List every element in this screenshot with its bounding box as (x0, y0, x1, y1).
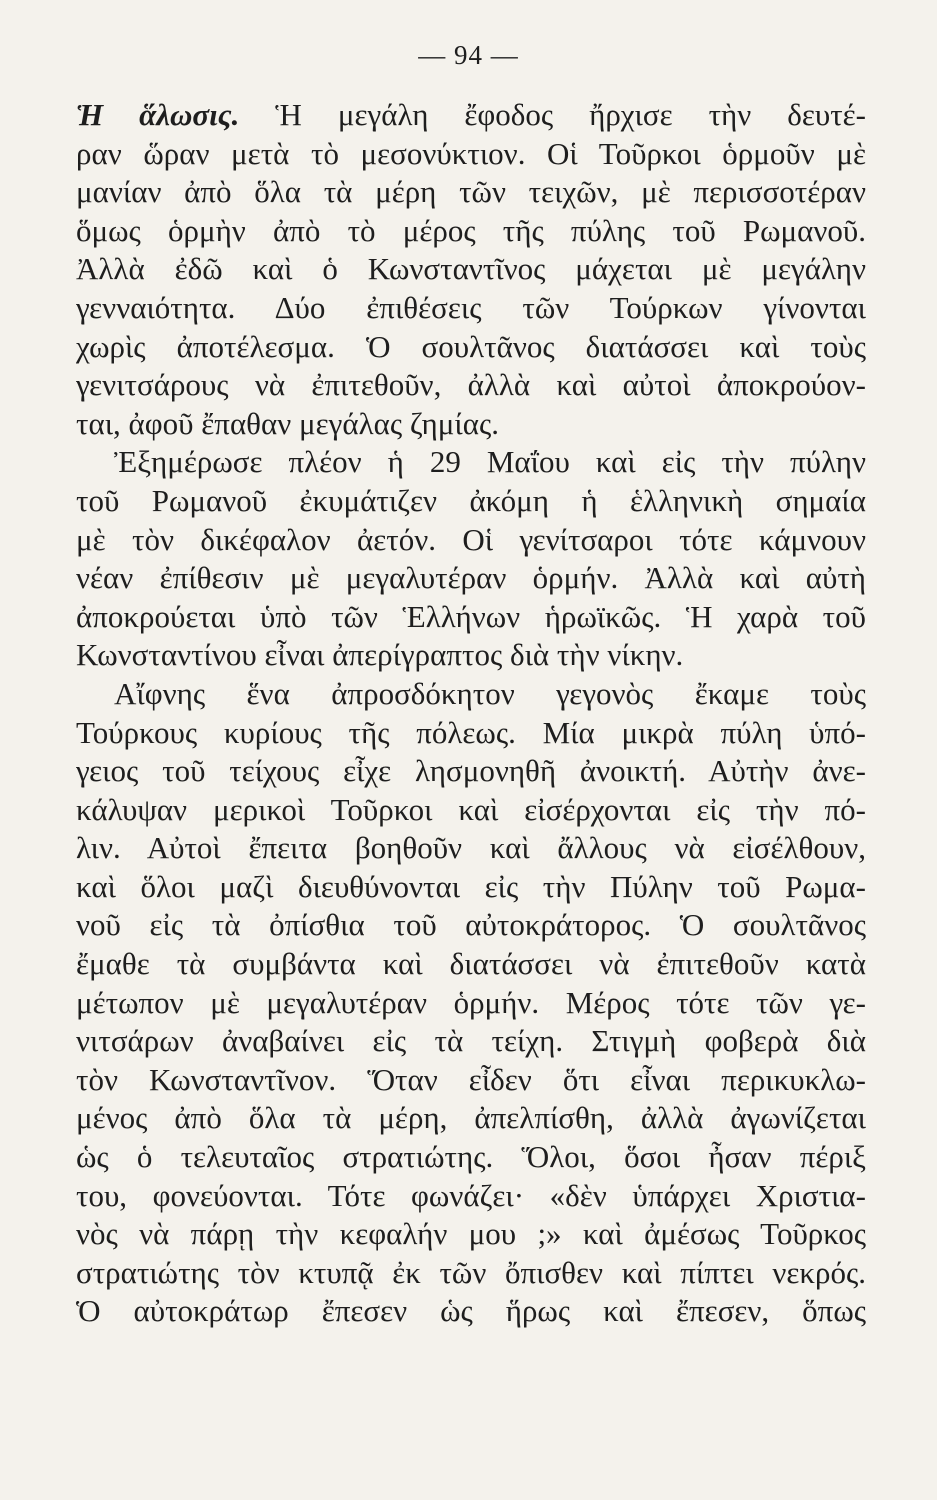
text-line: κάλυψαν μερικοὶ Τοῦρκοι καὶ εἰσέρχονται εἰς τὴν πό- (76, 791, 866, 827)
text-line: του, φονεύονται. Τότε φωνάζει· «δὲν ὑπάρχει Χριστια- (76, 1177, 866, 1213)
text-line: γενναιότητα. Δύο ἐπιθέσεις τῶν Τούρκων γίνονται (76, 289, 866, 325)
text-line: μέτωπον μὲ μεγαλυτέραν ὁρμήν. Μέρος τότε τῶν γε- (76, 984, 866, 1020)
text-line: γενιτσάρους νὰ ἐπιτεθοῦν, ἀλλὰ καὶ αὐτοὶ ἀποκρούον- (76, 367, 866, 403)
text-line: γειος τοῦ τείχους εἶχε λησμονηθῆ ἀνοικτή. Αὐτὴν ἀνε- (76, 753, 866, 789)
body-text (76, 96, 866, 1331)
text-line: στρατιώτης τὸν κτυπᾷ ἐκ τῶν ὄπισθεν καὶ πίπτει νεκρός. (76, 1254, 866, 1290)
text-line: ὅμως ὁρμὴν ἀπὸ τὸ μέρος τῆς πύλης τοῦ Ρωμανοῦ. (76, 212, 866, 248)
text-line: μανίαν ἀπὸ ὅλα τὰ μέρη τῶν τειχῶν, μὲ περισσοτέραν (76, 174, 866, 210)
text-line (76, 96, 866, 135)
text-line: τὸν Κωνσταντῖνον. Ὅταν εἶδεν ὅτι εἶναι περικυκλω- (76, 1061, 866, 1097)
section-heading: Ἡ ἅλωσις. (76, 97, 240, 132)
text-line: μένος ἀπὸ ὅλα τὰ μέρη, ἀπελπίσθη, ἀλλὰ ἀγωνίζεται (76, 1100, 866, 1136)
text-line: καὶ ὅλοι μαζὶ διευθύνονται εἰς τὴν Πύλην τοῦ Ρωμα- (76, 868, 866, 904)
text-line: Αἴφνης ἕνα ἀπροσδόκητον γεγονὸς ἔκαμε τοὺς (114, 675, 866, 711)
text-line: Ἀλλὰ ἐδῶ καὶ ὁ Κωνσταντῖνος μάχεται μὲ μεγάλην (76, 251, 866, 287)
text-line: χωρὶς ἀποτέλεσμα. Ὁ σουλτᾶνος διατάσσει καὶ τοὺς (76, 328, 866, 364)
text-line: τοῦ Ρωμανοῦ ἐκυμάτιζεν ἀκόμη ἡ ἑλληνικὴ σημαία (76, 482, 866, 518)
text-line: ἔμαθε τὰ συμβάντα καὶ διατάσσει νὰ ἐπιτεθοῦν κατὰ (76, 946, 866, 982)
text-line: μὲ τὸν δικέφαλον ἀετόν. Οἱ γενίτσαροι τότε κάμνουν (76, 521, 866, 557)
text-line: ἀποκρούεται ὑπὸ τῶν Ἑλλήνων ἡρωϊκῶς. Ἡ χαρὰ τοῦ (76, 598, 866, 634)
text-line: νοῦ εἰς τὰ ὀπίσθια τοῦ αὐτοκράτορος. Ὁ σουλτᾶνος (76, 907, 866, 943)
text-line: ραν ὥραν μετὰ τὸ μεσονύκτιον. Οἱ Τοῦρκοι ὁρμοῦν μὲ (76, 135, 866, 171)
text-line: λιν. Αὐτοὶ ἔπειτα βοηθοῦν καὶ ἄλλους νὰ εἰσέλθουν, (76, 830, 866, 866)
text-line: Τούρκους κυρίους τῆς πόλεως. Μία μικρὰ πύλη ὑπό- (76, 714, 866, 750)
page-number: — 94 — (418, 40, 519, 70)
text-line: Ὁ αὐτοκράτωρ ἔπεσεν ὡς ἥρως καὶ ἔπεσεν, ὅπως (76, 1293, 866, 1329)
text-line: νὸς νὰ πάρῃ τὴν κεφαλήν μου ;» καὶ ἀμέσως Τοῦρκος (76, 1216, 866, 1252)
text-line: ται, ἀφοῦ ἔπαθαν μεγάλας ζημίας. (76, 405, 499, 441)
text-line-content: Ἡ μεγάλη ἔφοδος ἤρχισε τὴν δευτέ- (275, 97, 866, 132)
text-line: Κωνσταντίνου εἶναι ἀπερίγραπτος διὰ τὴν νίκην. (76, 637, 684, 673)
text-line: Ἐξημέρωσε πλέον ἡ 29 Μαΐου καὶ εἰς τὴν πύλην (114, 444, 866, 480)
text-line: νιτσάρων ἀναβαίνει εἰς τὰ τείχη. Στιγμὴ φοβερὰ διὰ (76, 1023, 866, 1059)
text-line: ὡς ὁ τελευταῖος στρατιώτης. Ὅλοι, ὅσοι ἦσαν πέριξ (76, 1139, 866, 1175)
text-line: νέαν ἐπίθεσιν μὲ μεγαλυτέραν ὁρμήν. Ἀλλὰ καὶ αὐτὴ (76, 560, 866, 596)
